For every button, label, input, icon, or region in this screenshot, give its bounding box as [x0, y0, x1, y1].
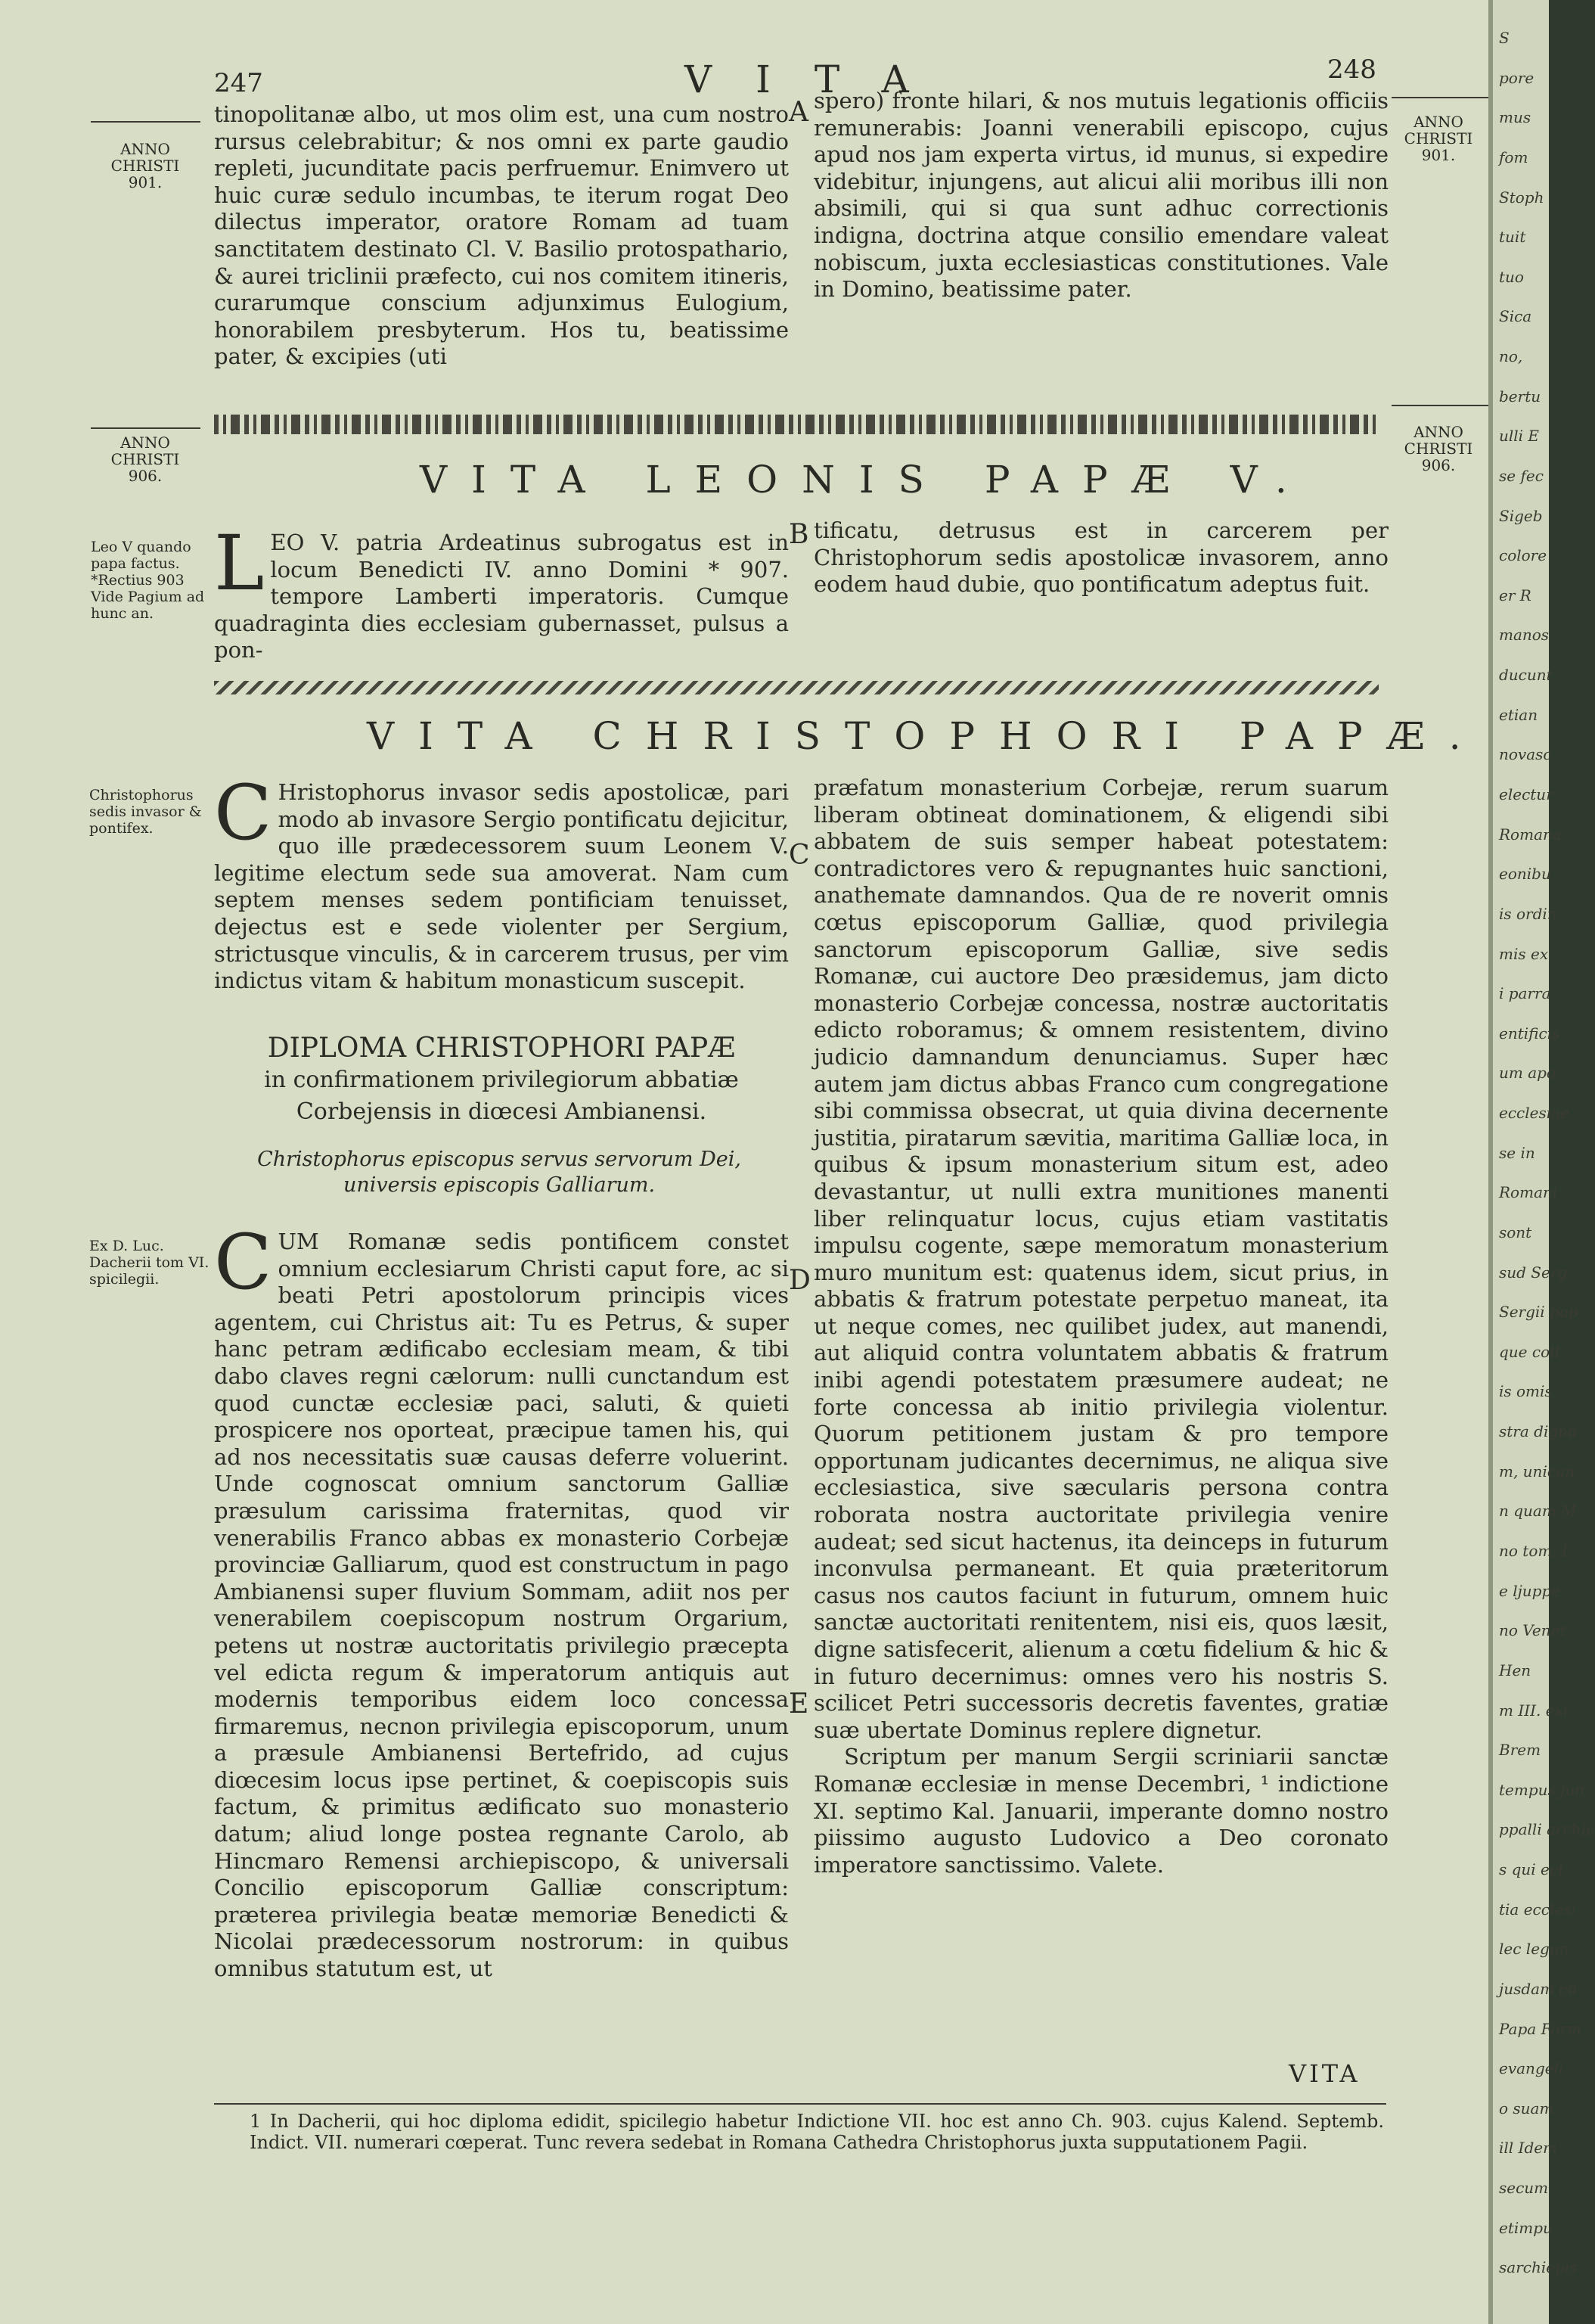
margin-note-dacherii: Ex D. Luc. Dacherii tom VI. spicilegii.: [89, 1238, 209, 1288]
next-page-fragment: ducunt: [1499, 666, 1553, 685]
margin-anno-christi-right: [1389, 113, 1488, 163]
christophorus-title: VITA CHRISTOPHORI PAPÆ.: [367, 714, 1485, 758]
diploma-title: [214, 1033, 789, 1128]
anno-year: 901.: [1421, 146, 1456, 164]
next-page-fragment: Papa Form: [1499, 2019, 1581, 2038]
section-mark-d: D: [789, 1265, 811, 1296]
ornament-band: [214, 415, 1379, 434]
next-page-fragment: pore: [1499, 68, 1534, 87]
next-page-fragment: no tom. I: [1499, 1542, 1568, 1560]
next-page-fragment: Hen: [1499, 1661, 1531, 1679]
leo-right-text: tificatu, detrusus est in carcerem per Christophorum sedis apostolicæ invasorem, anno eodem haud dubie, quo pontificatum adeptus fuit.: [814, 517, 1389, 598]
anno-christi-label: ANNO CHRISTI: [110, 140, 180, 175]
letter-end-right-column: [814, 88, 1389, 303]
margin-note-christophorus: Christophorus sedis invasor & pontifex.: [89, 787, 202, 837]
diploma-right-text: præfatum monasterium Corbejæ, rerum suarum liberam obtineat dominationem, & eligendi sibi abbatem de suis semper habeat potestatem: contradictores vero & repugnantes huic sanctioni, anathemate damnandos. Qua de re noverit omnis cœtus episcoporum Galliæ, quod privilegia sanctorum episcoporum Galliæ, sive sedis Romanæ, cui auctore Deo præsidemus, jam dicto monasterio Corbejæ concessa, nostræ auctoritatis edicto roboramus; & omnem resistentem, divino judicio damnandum denunciamus. Super hæc autem jam dictus abbas Franco cum congregatione sibi commissa obsecrat, ut quia divina decernente justitia, piratarum sævitia, maritima Galliæ loca, in quibus & ipsum monasterium situm est, adeo devastantur, ut nulli extra munitiones manenti liber relinquatur locus, cujus etiam vastitatis impulsu cogente, sæpe memoratum monasterium muro munitum est: quatenus idem, sicut prius, in abbatis & fratrum potestate perpetuo maneat, ita ut neque comes, nec quilibet judex, aut manendi, aut aliquid contra voluntatem abbatis & fratrum inibi agendi potestatem præsumere audeat; ne forte concessa ab initio privilegia violentur. Quorum petitionem justam & pro tempore opportunam judicantes decernimus, ne aliqua sive ecclesiastica, sive sæcularis persona contra roborata nostra auctoritate privilegia venire audeat; sed sicut hactenus, ita deinceps in futurum inconvulsa permaneant. Et quia præteritorum casus nos cautos faciunt in futurum, omnem huic sanctæ auctoritati renitentem, nisi eis, quos læsit, digne satisfecerit, alienum a cœtu fidelium & hic & in futuro decernimus: omnes vero his nostris S. scilicet Petri successoris decretis faventes, gratiæ suæ ubertate Dominus replere dignetur.: [814, 775, 1389, 1743]
next-page-fragment: Sica: [1499, 307, 1532, 326]
margin-anno-christi: [89, 434, 201, 484]
next-page-fragment: novasc: [1499, 745, 1552, 764]
section-mark-a: A: [789, 97, 808, 128]
next-page-fragment: tuo: [1499, 267, 1524, 286]
next-page-edge: [1488, 0, 1595, 2324]
next-page-fragment: o suam: [1499, 2099, 1554, 2117]
margin-rule-right: [1392, 405, 1488, 406]
next-page-fragment: bertu: [1499, 387, 1541, 405]
next-page-fragment: no,: [1499, 347, 1523, 366]
diploma-left-column: [214, 1218, 789, 1983]
diploma-left-text: UM Romanæ sedis pontificem constet omnium ecclesiarum Christi caput fore, ac si beati Petri apostolorum principis vices agentem, cui Christus ait: Tu es Petrus, & super hanc petram ædificabo ecclesiam meam, & tibi dabo claves regni cælorum: nulli cunctandum est quod cunctæ ecclesiæ paci, saluti, & quieti prospicere nos oporteat, præcipue tamen his, qui ad nos necessitatis suæ causas deferre voluerint. Unde cognoscat omnium sanctorum Galliæ præsulum carissima fraternitas, quod vir venerabilis Franco abbas ex monasterio Corbejæ provinciæ Galliarum, quod est constructum in pago Ambianensi super fluvium Sommam, adiit nos per venerabilem coepiscopum nostrum Orgarium, petens ut nostræ auctoritatis privilegio præcepta vel edicta regum & imperatorum antiquis aut modernis temporibus eidem loco concessa firmaremus, necnon privilegia episcoporum, unum a præsule Ambianensi Bertefrido, ad cujus diœcesim locus ipse pertinet, & coepiscopis suis factum, & primitus ædificato suo monasterio datum; aliud longe postea regnante Carolo, ab Hincmaro Remensi archiepiscopo, & universali Concilio episcoporum Galliæ conscriptum: præterea privilegia beatæ memoriæ Benedicti & Nicolai prædecessorum nostrorum: in quibus omnibus statutum est, ut: [214, 1229, 789, 1982]
margin-rule: [91, 427, 200, 429]
anno-year: 906.: [1421, 456, 1456, 474]
next-page-fragment: que coll: [1499, 1342, 1559, 1361]
right-page-number: 248: [1327, 54, 1376, 85]
footnote: 1 In Dacherii, qui hoc diploma edidit, spicilegio habetur Indictione VII. hoc est anno Ch. 903. cujus Kalend. Septemb. Indict. VII. numerari cœperat. Tunc revera sedebat in Romana Cathedra Christophorus juxta supputationem Pagii.: [250, 2111, 1384, 2153]
next-page-fragment: Sergii pap: [1499, 1303, 1578, 1322]
leo-left-column: [214, 519, 789, 664]
letter-end-left-column: [214, 101, 789, 371]
next-page-fragment: sarchiepis: [1499, 2258, 1578, 2277]
next-page-fragment: i parra: [1499, 984, 1551, 1003]
next-page-fragment: S: [1499, 29, 1510, 47]
catchword: VITA: [1289, 2059, 1361, 2088]
leo-title: VITA LEONIS PAPÆ V.: [420, 458, 1311, 502]
christophorus-intro-column: [214, 769, 789, 995]
next-page-fragment: e ljuppe: [1499, 1581, 1561, 1600]
letter-end-right-text: spero) fronte hilari, & nos mutuis legationis officiis remunerabis: Joanni venerabili episcopo, cujus apud nos jam experta virtus, id munus, si expedire videbitur, injungens, aut alicui alii moribus illi non absimili, qui si qua sunt adhuc correctionis indigna, doctrina atque consilio emendare valeat nobiscum, juxta ecclesiasticas constitutiones. Vale in Domino, beatissime pater.: [814, 88, 1389, 303]
next-page-fragment: sont: [1499, 1223, 1532, 1241]
diploma-scriptum: Scriptum per manum Sergii scriniarii sanctæ Romanæ ecclesiæ in mense Decembri, ¹ indictione XI. septimo Kal. Januarii, imperante domno nostro piissimo augusto Ludovico a Deo coronato imperatore sanctissimo. Valete.: [814, 1744, 1389, 1878]
section-mark-b: B: [789, 519, 809, 550]
anno-year: 906.: [128, 467, 163, 485]
next-page-fragment: is ordin: [1499, 904, 1557, 923]
running-head: VITA: [684, 57, 953, 101]
diploma-dropcap: C: [214, 1218, 272, 1306]
next-page-fragment: no Venet: [1499, 1621, 1566, 1640]
next-page-fragment: Romani: [1499, 1183, 1558, 1202]
next-page-fragment: ill Idem: [1499, 2139, 1558, 2158]
next-page-fragment: Brem: [1499, 1741, 1541, 1760]
letter-end-left-text: tinopolitanæ albo, ut mos olim est, una cum nostro rursus celebrabitur; & nos omni ex parte gaudio repleti, jucunditate pacis perfruemur. Enimvero ut huic curæ sedulo incumbas, te iterum rogat Deo dilectus imperator, oratore Romam ad tuam sanctitatem destinato Cl. V. Basilio protospathario, & aurei triclinii præfecto, cui nos comitem itineris, curarumque conscium adjunximus Eulogium, honorabilem presbyterum. Hos tu, beatissime pater, & excipies (uti: [214, 101, 789, 370]
next-page-fragment: ecclesiae: [1499, 1104, 1569, 1123]
next-page-fragment: colore: [1499, 546, 1547, 565]
next-page-fragment: Romana: [1499, 825, 1562, 844]
next-page-fragment: sud Serg: [1499, 1263, 1568, 1282]
leo-left-text: EO V. patria Ardeatinus subrogatus est in locum Benedicti IV. anno Domini * 907. tempore Lamberti imperatoris. Cumque quadraginta dies ecclesiam gubernasset, pulsus a pon-: [214, 530, 789, 663]
leo-right-column: [814, 517, 1389, 598]
next-page-fragment: er R: [1499, 586, 1531, 604]
section-mark-c: C: [789, 840, 810, 871]
next-page-fragment: m III. ext: [1499, 1701, 1569, 1720]
margin-rule-right: [1392, 97, 1488, 98]
next-page-fragment: tuit: [1499, 228, 1526, 247]
diploma-salutation: Christophorus episcopus servus servorum Dei, universis episcopis Galliarum.: [257, 1148, 741, 1197]
leo-dropcap: L: [214, 519, 265, 607]
next-page-fragment: Stoph: [1499, 188, 1544, 207]
next-page-fragment: entificis: [1499, 1024, 1560, 1042]
next-page-fragment: m, unican: [1499, 1462, 1575, 1480]
next-page-fragment: etian: [1499, 705, 1538, 724]
margin-anno-christi-right: [1389, 424, 1488, 474]
christophorus-intro-text: Hristophorus invasor sedis apostolicæ, pari modo ab invasore Sergio pontificatu dejicitur, quo ille prædecessorem suum Leonem V. legitime electum sede sua amoverat. Nam cum septem menses sedem pontificiam tenuisset, dejectus est e sede violenter per Sergium, strictusque vinculis, & in carcerem trusus, per vim indictus vitam & habitum monasticum suscepit.: [214, 779, 789, 994]
next-page-fragment: manos: [1499, 626, 1550, 645]
christophorus-dropcap: C: [214, 769, 272, 857]
next-page-fragment: mus: [1499, 108, 1531, 127]
next-page-fragment: evangeli: [1499, 2059, 1564, 2078]
next-page-fragment: n quam M: [1499, 1502, 1577, 1521]
next-page-fragment: electur: [1499, 785, 1553, 803]
next-page-fragment: is omis: [1499, 1382, 1553, 1401]
margin-rule: [91, 121, 200, 123]
ornament-band: [214, 681, 1379, 694]
next-page-fragment: etimpu: [1499, 2218, 1553, 2237]
next-page-fragment: fom: [1499, 148, 1528, 166]
margin-anno-christi: [89, 141, 201, 191]
next-page-fragment: eonibu: [1499, 865, 1551, 884]
next-page-fragment: Sigeb: [1499, 506, 1543, 525]
next-page-fragment: ppalli archie: [1499, 1820, 1595, 1839]
diploma-right-column: [814, 775, 1389, 1878]
anno-christi-label: ANNO CHRISTI: [1404, 113, 1473, 148]
next-page-fragment: lec legun: [1499, 1940, 1569, 1959]
next-page-fragment: se fec: [1499, 466, 1544, 485]
next-page-fragment: se in: [1499, 1143, 1535, 1162]
next-page-fragment: mis ex: [1499, 944, 1549, 963]
anno-christi-label: ANNO CHRISTI: [1404, 423, 1473, 458]
next-page-fragment: ulli E: [1499, 427, 1540, 446]
diploma-subtitle: in confirmationem privilegiorum abbatiæ Corbejensis in diœcesi Ambianensi.: [264, 1067, 739, 1125]
margin-note-leo: Leo V quando papa factus. *Rectius 903 Vide Pagium ad hunc an.: [91, 539, 205, 622]
next-page-fragment: secum: [1499, 2179, 1549, 2198]
next-page-fragment: tempus jun: [1499, 1780, 1585, 1799]
anno-year: 901.: [128, 173, 163, 191]
section-mark-e: E: [789, 1689, 809, 1720]
next-page-fragment: jusdam co: [1499, 1979, 1577, 1998]
next-page-fragment: um apo: [1499, 1064, 1556, 1083]
left-page-number: 247: [214, 68, 263, 98]
next-page-fragment: tia ecclesi: [1499, 1900, 1576, 1919]
next-page-fragment: s qui ect: [1499, 1860, 1565, 1879]
anno-christi-label: ANNO CHRISTI: [110, 433, 180, 468]
next-page-fragment: stra digna: [1499, 1422, 1577, 1441]
diploma-title-text: DIPLOMA CHRISTOPHORI PAPÆ: [267, 1033, 736, 1064]
footnote-rule: [214, 2103, 1386, 2105]
